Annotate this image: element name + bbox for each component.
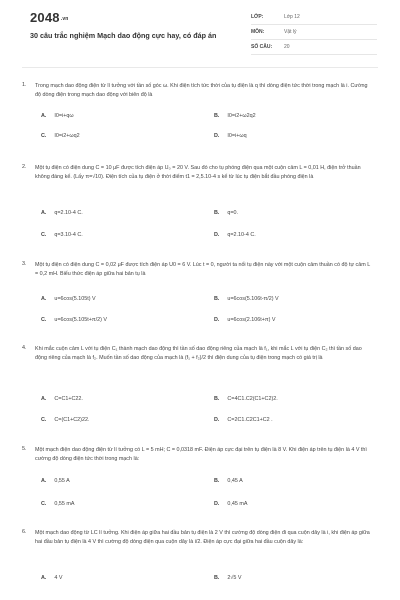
option-letter: B. <box>214 210 220 216</box>
option-text: q=3.10-4 C. <box>54 232 83 238</box>
option-letter: C. <box>41 417 47 423</box>
option-text: I0=i+qω <box>54 113 74 119</box>
option-text: u=6cos(5.106t-π/2) V <box>227 296 279 302</box>
option-c[interactable] <box>41 501 74 507</box>
option-letter: A. <box>41 113 47 119</box>
option-letter: D. <box>214 232 220 238</box>
option-c[interactable] <box>41 417 89 423</box>
question-number: 4. <box>22 345 27 351</box>
option-letter: A. <box>41 478 47 484</box>
option-text: C=C1+C22. <box>54 396 83 402</box>
option-letter: C. <box>41 232 47 238</box>
option-d[interactable] <box>214 417 273 423</box>
option-a[interactable] <box>41 575 63 581</box>
option-text: 0,55 mA <box>54 501 75 507</box>
meta-value: 20 <box>284 44 290 50</box>
option-letter: C. <box>41 317 47 323</box>
option-letter: A. <box>41 296 47 302</box>
option-text: 0,45 A <box>227 478 243 484</box>
option-a[interactable] <box>41 113 74 119</box>
option-b[interactable] <box>214 113 256 119</box>
option-d[interactable] <box>214 317 275 323</box>
option-letter: A. <box>41 575 47 581</box>
option-text: C=4C1.C2(C1+C2)2. <box>227 396 278 402</box>
option-letter: B. <box>214 575 220 581</box>
option-text: C=2C1.C2C1+C2 . <box>227 417 273 423</box>
option-letter: D. <box>214 133 220 139</box>
option-a[interactable] <box>41 396 83 402</box>
option-a[interactable] <box>41 478 70 484</box>
option-b[interactable] <box>214 575 241 581</box>
option-b[interactable] <box>214 396 278 402</box>
option-b[interactable] <box>214 296 279 302</box>
question-number: 1. <box>22 82 27 88</box>
option-text: u=6cos(5.105t) V <box>54 296 96 302</box>
header-divider <box>22 67 378 68</box>
option-b[interactable] <box>214 478 243 484</box>
option-letter: C. <box>41 501 47 507</box>
option-letter: B. <box>214 296 220 302</box>
question-number: 6. <box>22 529 27 535</box>
option-a[interactable] <box>41 210 83 216</box>
option-letter: B. <box>214 478 220 484</box>
option-d[interactable] <box>214 133 247 139</box>
option-c[interactable] <box>41 232 83 238</box>
question-text: Một tụ điện có điện dung C = 10 μF được tích điện áp U₀ = 20 V. Sau đó cho tụ phóng điện qua một cuộn cảm L = 0,01 H, điện trở thuần không đáng kể. (Lấy π=√10). Điện tích của tụ điện ở thời điểm t1 = 2,5.10-4 s kể từ lúc tụ điện bắt đầu phóng điện là <box>35 165 361 180</box>
option-letter: D. <box>214 501 220 507</box>
question-number: 5. <box>22 446 27 452</box>
option-letter: B. <box>214 396 220 402</box>
option-d[interactable] <box>214 232 256 238</box>
option-text: q=2.10-4 C. <box>54 210 83 216</box>
option-text: q=2.10-4 C. <box>227 232 256 238</box>
option-c[interactable] <box>41 317 107 323</box>
option-text: 0,45 mA <box>227 501 248 507</box>
option-text: u=6cos(5.105t+π/2) V <box>54 317 107 323</box>
option-text: q=0. <box>227 210 239 216</box>
option-text: C=(C1+C2)22. <box>54 417 90 423</box>
option-a[interactable] <box>41 296 96 302</box>
option-text: 4 V <box>54 575 63 581</box>
meta-row-grade <box>251 10 377 25</box>
question-number: 3. <box>22 261 27 267</box>
logo-text: 2048 <box>30 10 60 25</box>
meta-value: Lớp 12 <box>284 14 300 20</box>
option-text: 0,55 A <box>54 478 70 484</box>
option-letter: B. <box>214 113 220 119</box>
meta-row-count <box>251 40 377 55</box>
meta-row-subject <box>251 25 377 40</box>
option-letter: D. <box>214 317 220 323</box>
logo-suffix: .vn <box>60 15 69 22</box>
option-text: I0=i+ωq <box>227 133 247 139</box>
site-logo[interactable] <box>30 10 69 25</box>
option-text: 2√5 V <box>227 575 242 581</box>
option-text: I0=i2+ω2q2 <box>227 113 256 119</box>
option-d[interactable] <box>214 501 247 507</box>
question-number: 2. <box>22 164 27 170</box>
question-text: Một mạch dao động từ LC lí tưởng. Khi điện áp giữa hai đầu bản tụ điện là 2 V thì cường độ dòng điện đi qua cuộn dây là i, khi điện áp giữa hai đầu bản tụ điện là 4 V thì cường độ dòng điện qua cuộn dây là i/2. Điện áp cực đại giữa hai đầu cuộn dây là: <box>35 530 370 545</box>
meta-value: Vật lý <box>284 29 297 35</box>
meta-table <box>251 10 377 55</box>
option-letter: D. <box>214 417 220 423</box>
question-text: Khi mắc cuộn cảm L với tụ điện C₁ thành mạch dao động thì tần số dao động riêng của mạch là f₁, khi mắc L với tụ điện C₂ thì tần số dao động riêng của mạch là f₂. Muốn tần số dao động của mạch là (f₁ + f₂)/2 thì điện dung của tụ điện trong mạch có giá trị là <box>35 346 362 361</box>
option-b[interactable] <box>214 210 238 216</box>
meta-label: MÔN: <box>251 29 265 35</box>
document-header <box>0 0 400 62</box>
question-text: Một tụ điện có điện dung C = 0,02 μF được tích điện áp U0 = 6 V. Lúc t = 0, người ta nối tụ điện này với một cuộn cảm thuần có độ tự cảm L = 0,2 mH. Biểu thức điện áp giữa hai bản tụ là <box>35 262 371 277</box>
option-text: I0=i2+ωq2 <box>54 133 80 139</box>
meta-label: LỚP: <box>251 14 264 20</box>
option-letter: A. <box>41 210 47 216</box>
question-text: Một mạch điện dao động điện từ lí tưởng có L = 5 mH; C = 0,0318 mF. Điện áp cực đại trên tụ điện là 8 V. Khi điện áp trên tụ điện là 4 V thì cường độ dòng điện tức thời trong mạch là: <box>35 447 367 462</box>
meta-label: SỐ CÂU: <box>251 44 273 50</box>
document-title: 30 câu trắc nghiệm Mạch dao động cực hay, có đáp án <box>30 31 217 40</box>
option-letter: C. <box>41 133 47 139</box>
option-letter: A. <box>41 396 47 402</box>
option-c[interactable] <box>41 133 80 139</box>
option-text: u=6cos(2.106t+π) V <box>227 317 276 323</box>
question-text: Trong mạch dao động điện từ lí tưởng với tần số góc ω. Khi điện tích tức thời của tụ điện là q thì dòng điện tức thời trong mạch là i. Cường độ dòng điện trong mạch dao động với biên độ là <box>35 83 368 98</box>
